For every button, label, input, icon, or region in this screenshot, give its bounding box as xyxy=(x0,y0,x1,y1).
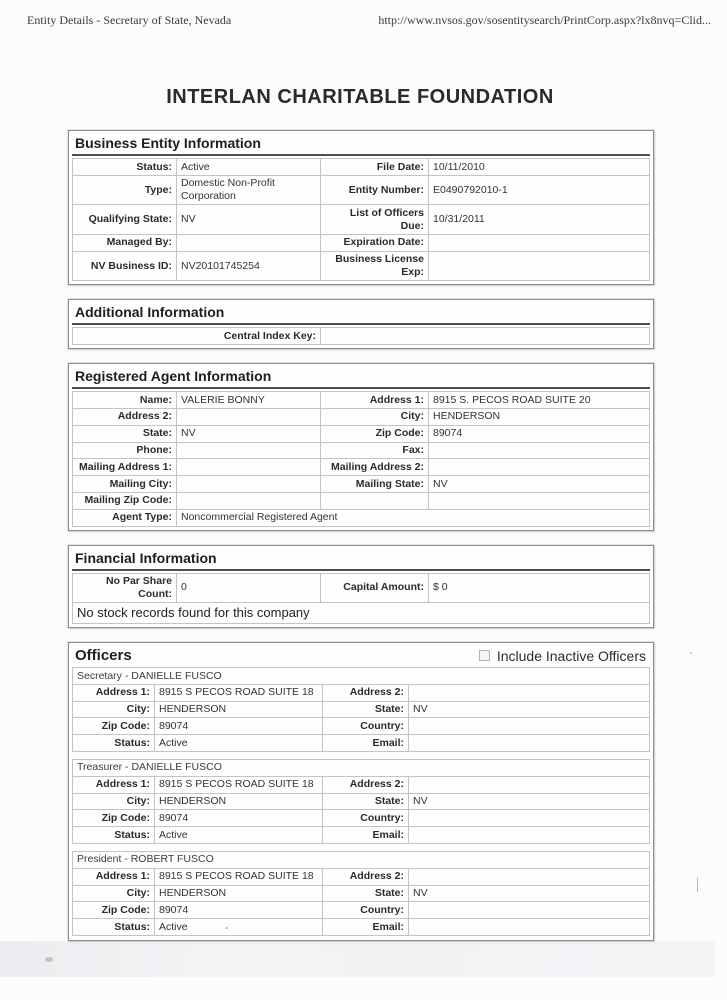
heading-rule xyxy=(72,323,650,325)
field-value: 89074 xyxy=(429,425,650,442)
field-label: Address 2: xyxy=(323,776,409,793)
scan-artifact-speck xyxy=(690,652,692,654)
field-value: Active xyxy=(155,919,323,936)
field-value xyxy=(177,234,321,251)
officer-group-title: President - ROBERT FUSCO xyxy=(73,851,650,868)
field-value xyxy=(429,251,650,281)
field-label: Mailing Address 2: xyxy=(321,459,429,476)
field-label: Address 2: xyxy=(73,408,177,425)
section-heading: Officers xyxy=(75,647,132,664)
field-label: City: xyxy=(73,885,155,902)
field-value: HENDERSON xyxy=(155,885,323,902)
field-label: State: xyxy=(323,793,409,810)
field-label: Agent Type: xyxy=(73,509,177,526)
field-label: Phone: xyxy=(73,442,177,459)
field-value xyxy=(409,827,650,844)
field-value xyxy=(409,919,650,936)
field-label: NV Business ID: xyxy=(73,251,177,281)
field-label: Business License Exp: xyxy=(321,251,429,281)
field-label: Capital Amount: xyxy=(321,573,429,603)
field-value xyxy=(409,718,650,735)
field-label: Mailing State: xyxy=(321,476,429,493)
registered-agent-table xyxy=(72,391,650,526)
officer-group-secretary xyxy=(72,667,650,752)
table-row xyxy=(73,573,650,603)
field-value: 8915 S PECOS ROAD SUITE 18 xyxy=(155,776,323,793)
field-value: NV xyxy=(409,793,650,810)
table-row xyxy=(73,392,650,409)
field-value xyxy=(409,902,650,919)
field-value xyxy=(409,810,650,827)
field-value: 89074 xyxy=(155,810,323,827)
field-label: City: xyxy=(321,408,429,425)
field-value: 8915 S PECOS ROAD SUITE 18 xyxy=(155,868,323,885)
field-value xyxy=(177,442,321,459)
field-value: 8915 S PECOS ROAD SUITE 18 xyxy=(155,684,323,701)
field-value: Noncommercial Registered Agent xyxy=(177,509,650,526)
field-label: Email: xyxy=(323,735,409,752)
field-label: Mailing Zip Code: xyxy=(73,492,177,509)
financial-info-table xyxy=(72,573,650,624)
table-row xyxy=(73,776,650,793)
table-row xyxy=(73,234,650,251)
field-label: Country: xyxy=(323,718,409,735)
no-stock-records-note: No stock records found for this company xyxy=(73,603,650,624)
field-value: 89074 xyxy=(155,902,323,919)
field-label: Mailing City: xyxy=(73,476,177,493)
field-label: State: xyxy=(323,701,409,718)
field-label: Fax: xyxy=(321,442,429,459)
field-value: HENDERSON xyxy=(155,793,323,810)
field-label: Zip Code: xyxy=(321,425,429,442)
table-row xyxy=(73,603,650,624)
business-info-table xyxy=(72,158,650,281)
field-label: Entity Number: xyxy=(321,175,429,205)
field-label: Zip Code: xyxy=(73,810,155,827)
field-value xyxy=(177,476,321,493)
field-label: City: xyxy=(73,701,155,718)
field-label: Status: xyxy=(73,919,155,936)
field-label: Address 1: xyxy=(73,776,155,793)
field-value xyxy=(429,459,650,476)
scan-artifact-band xyxy=(0,941,715,977)
officer-group-title: Secretary - DANIELLE FUSCO xyxy=(73,668,650,685)
table-row xyxy=(73,205,650,235)
field-value: NV xyxy=(409,885,650,902)
section-heading: Business Entity Information xyxy=(75,135,261,151)
table-row xyxy=(73,509,650,526)
field-label: File Date: xyxy=(321,159,429,176)
field-label xyxy=(321,492,429,509)
field-value xyxy=(429,234,650,251)
field-value: 10/11/2010 xyxy=(429,159,650,176)
field-value xyxy=(429,492,650,509)
section-officers xyxy=(68,642,654,941)
field-label: Address 2: xyxy=(323,868,409,885)
field-label: Status: xyxy=(73,827,155,844)
field-label: Qualifying State: xyxy=(73,205,177,235)
print-header xyxy=(0,0,727,28)
include-inactive-officers-label: Include Inactive Officers xyxy=(496,647,646,664)
field-value: Active xyxy=(155,735,323,752)
section-registered-agent-information xyxy=(68,363,654,530)
field-value xyxy=(177,492,321,509)
table-row xyxy=(73,175,650,205)
table-row xyxy=(73,868,650,885)
field-value: NV xyxy=(429,476,650,493)
table-row xyxy=(73,885,650,902)
table-row xyxy=(73,827,650,844)
table-row xyxy=(73,684,650,701)
field-label: Address 2: xyxy=(323,684,409,701)
field-label: Mailing Address 1: xyxy=(73,459,177,476)
table-row xyxy=(73,492,650,509)
field-label: Address 1: xyxy=(321,392,429,409)
field-label: Zip Code: xyxy=(73,902,155,919)
field-label: Expiration Date: xyxy=(321,234,429,251)
field-label: Central Index Key: xyxy=(73,328,321,345)
table-row xyxy=(73,408,650,425)
field-label: Email: xyxy=(323,827,409,844)
field-value: 0 xyxy=(177,573,321,603)
print-header-url: http://www.nvsos.gov/sosentitysearch/PrintCorp.aspx?lx8nvq=Clid... xyxy=(378,13,711,27)
field-value xyxy=(409,735,650,752)
officers-header xyxy=(75,647,648,664)
field-value: NV xyxy=(177,425,321,442)
field-value: HENDERSON xyxy=(429,408,650,425)
field-value: E0490792010-1 xyxy=(429,175,650,205)
print-header-title: Entity Details - Secretary of State, Nevada xyxy=(27,13,232,27)
table-row xyxy=(73,442,650,459)
table-row xyxy=(73,701,650,718)
section-business-entity-information xyxy=(68,130,654,285)
field-label: Country: xyxy=(323,810,409,827)
include-inactive-officers-control xyxy=(479,648,648,664)
heading-rule xyxy=(72,569,650,571)
officer-group-title: Treasurer - DANIELLE FUSCO xyxy=(73,759,650,776)
field-label: Type: xyxy=(73,175,177,205)
field-value: HENDERSON xyxy=(155,701,323,718)
field-value: NV xyxy=(409,701,650,718)
field-label: Zip Code: xyxy=(73,718,155,735)
field-label: Status: xyxy=(73,159,177,176)
table-row xyxy=(73,902,650,919)
field-value: Domestic Non-Profit Corporation xyxy=(177,175,321,205)
heading-rule xyxy=(72,154,650,156)
field-value xyxy=(177,459,321,476)
officer-group-treasurer xyxy=(72,759,650,844)
field-value: 10/31/2011 xyxy=(429,205,650,235)
field-value: 89074 xyxy=(155,718,323,735)
section-additional-information xyxy=(68,299,654,349)
table-row xyxy=(73,459,650,476)
field-label: State: xyxy=(73,425,177,442)
field-label: List of Officers Due: xyxy=(321,205,429,235)
table-row xyxy=(73,425,650,442)
field-value: NV20101745254 xyxy=(177,251,321,281)
field-value: $ 0 xyxy=(429,573,650,603)
field-label: Name: xyxy=(73,392,177,409)
section-heading: Registered Agent Information xyxy=(75,368,272,385)
field-value xyxy=(409,684,650,701)
field-label: No Par Share Count: xyxy=(73,573,177,603)
additional-info-table xyxy=(72,327,650,345)
field-value: NV xyxy=(177,205,321,235)
field-label: Address 1: xyxy=(73,684,155,701)
table-row xyxy=(73,476,650,493)
table-row xyxy=(73,159,650,176)
field-value xyxy=(177,408,321,425)
field-value: 8915 S. PECOS ROAD SUITE 20 xyxy=(429,392,650,409)
table-row xyxy=(73,810,650,827)
table-row xyxy=(73,851,650,868)
field-value xyxy=(409,868,650,885)
table-row xyxy=(73,919,650,936)
field-value: Active xyxy=(177,159,321,176)
table-row xyxy=(73,668,650,685)
field-label: Status: xyxy=(73,735,155,752)
field-value xyxy=(321,328,650,345)
field-value xyxy=(409,776,650,793)
field-label: Email: xyxy=(323,919,409,936)
scan-artifact-speck xyxy=(225,927,228,929)
table-row xyxy=(73,759,650,776)
section-heading: Financial Information xyxy=(75,549,217,566)
table-row xyxy=(73,793,650,810)
table-row xyxy=(73,718,650,735)
scan-artifact-line xyxy=(697,878,698,892)
field-value: Active xyxy=(155,827,323,844)
scan-artifact-speck xyxy=(45,957,53,962)
table-row xyxy=(73,251,650,281)
include-inactive-officers-checkbox[interactable] xyxy=(479,650,490,661)
field-label: Address 1: xyxy=(73,868,155,885)
entity-title: INTERLAN CHARITABLE FOUNDATION xyxy=(166,86,554,108)
table-row xyxy=(73,328,650,345)
section-financial-information xyxy=(68,545,654,628)
field-label: Managed By: xyxy=(73,234,177,251)
officer-group-president xyxy=(72,851,650,936)
field-value: VALERIE BONNY xyxy=(177,392,321,409)
heading-rule xyxy=(72,387,650,389)
section-heading: Additional Information xyxy=(75,304,225,321)
field-label: State: xyxy=(323,885,409,902)
table-row xyxy=(73,735,650,752)
field-label: City: xyxy=(73,793,155,810)
field-value xyxy=(429,442,650,459)
field-label: Country: xyxy=(323,902,409,919)
